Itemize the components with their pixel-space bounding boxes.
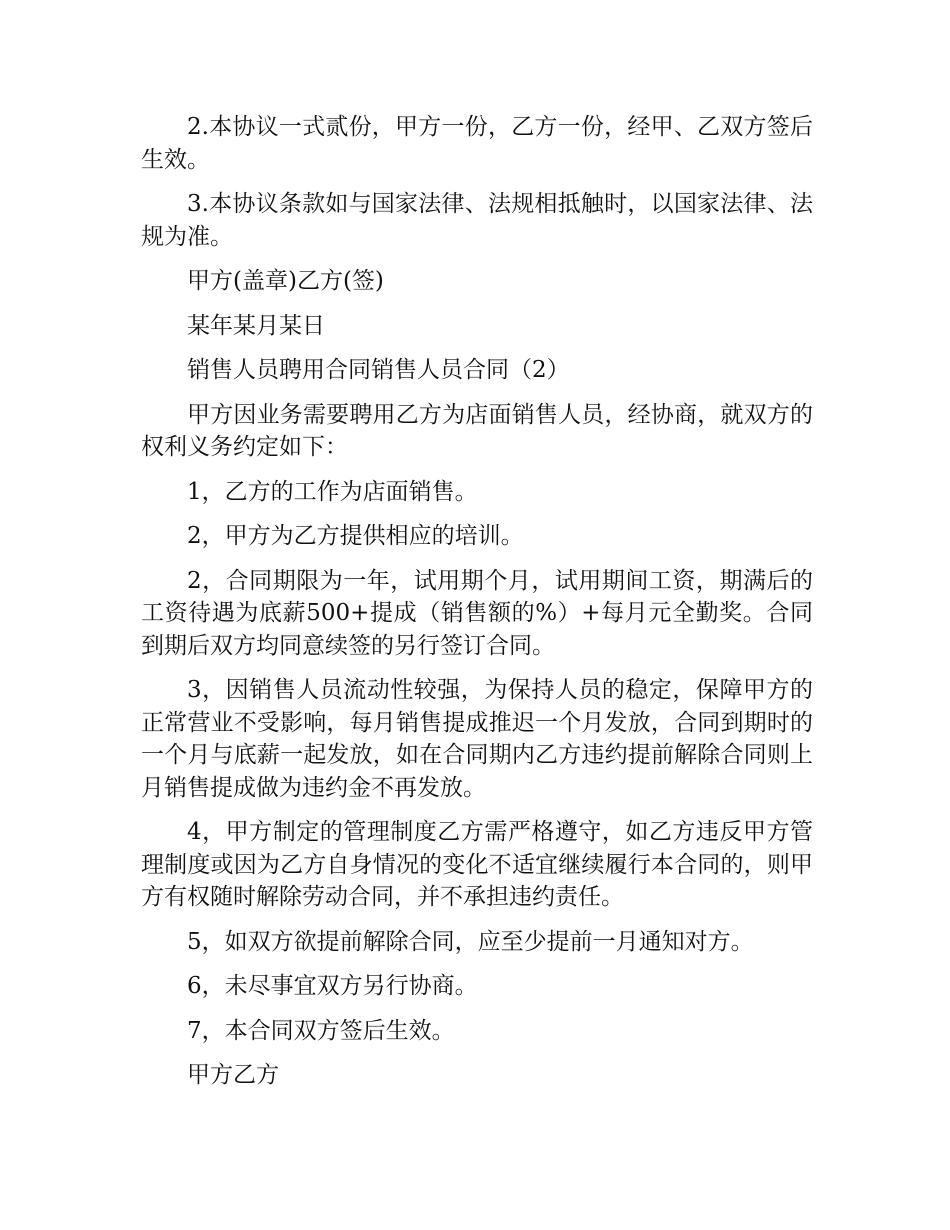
parties-signature-line: 甲方乙方 xyxy=(187,1062,279,1088)
clause-6-paragraph: 6，未尽事宜双方另行协商。 xyxy=(187,973,478,999)
clause-2-term-paragraph: 2，合同期限为一年，试用期个月，试用期间工资，期满后的工资待遇为底薪500+提成（销售额的%）+每月元全勤奖。合同到期后双方均同意续签的另行签订合同。 xyxy=(141,567,813,659)
clause-7-paragraph: 7，本合同双方签后生效。 xyxy=(187,1017,455,1044)
clause-copies-paragraph: 2.本协议一式贰份，甲方一份，乙方一份，经甲、乙双方签后生效。 xyxy=(141,114,813,173)
clause-3-paragraph: 3，因销售人员流动性较强，为保持人员的稳定，保障甲方的正常营业不受影响，每月销售提成推迟一个月发放，合同到期时的一个月与底薪一起发放，如在合同期内乙方违约提前解除合同则上月销售提成做为违约金不再发放。 xyxy=(141,677,813,801)
contract-intro-paragraph: 甲方因业务需要聘用乙方为店面销售人员，经协商，就双方的权利义务约定如下： xyxy=(141,401,813,460)
contract-title: 销售人员聘用合同销售人员合同（2） xyxy=(187,357,570,383)
date-line: 某年某月某日 xyxy=(187,312,325,339)
clause-4-paragraph: 4，甲方制定的管理制度乙方需严格遵守，如乙方违反甲方管理制度或因为乙方自身情况的变化不适宜继续履行本合同的，则甲方有权随时解除劳动合同，并不承担违约责任。 xyxy=(141,819,813,910)
clause-law-conflict-paragraph: 3.本协议条款如与国家法律、法规相抵触时，以国家法律、法规为准。 xyxy=(141,191,813,250)
document-page xyxy=(141,111,813,1104)
clause-1-paragraph: 1，乙方的工作为店面销售。 xyxy=(187,478,478,505)
clause-2-training-paragraph: 2，甲方为乙方提供相应的培训。 xyxy=(187,523,524,549)
signature-line: 甲方(盖章)乙方(签) xyxy=(187,268,384,294)
clause-5-paragraph: 5，如双方欲提前解除合同，应至少提前一月通知对方。 xyxy=(187,928,754,955)
